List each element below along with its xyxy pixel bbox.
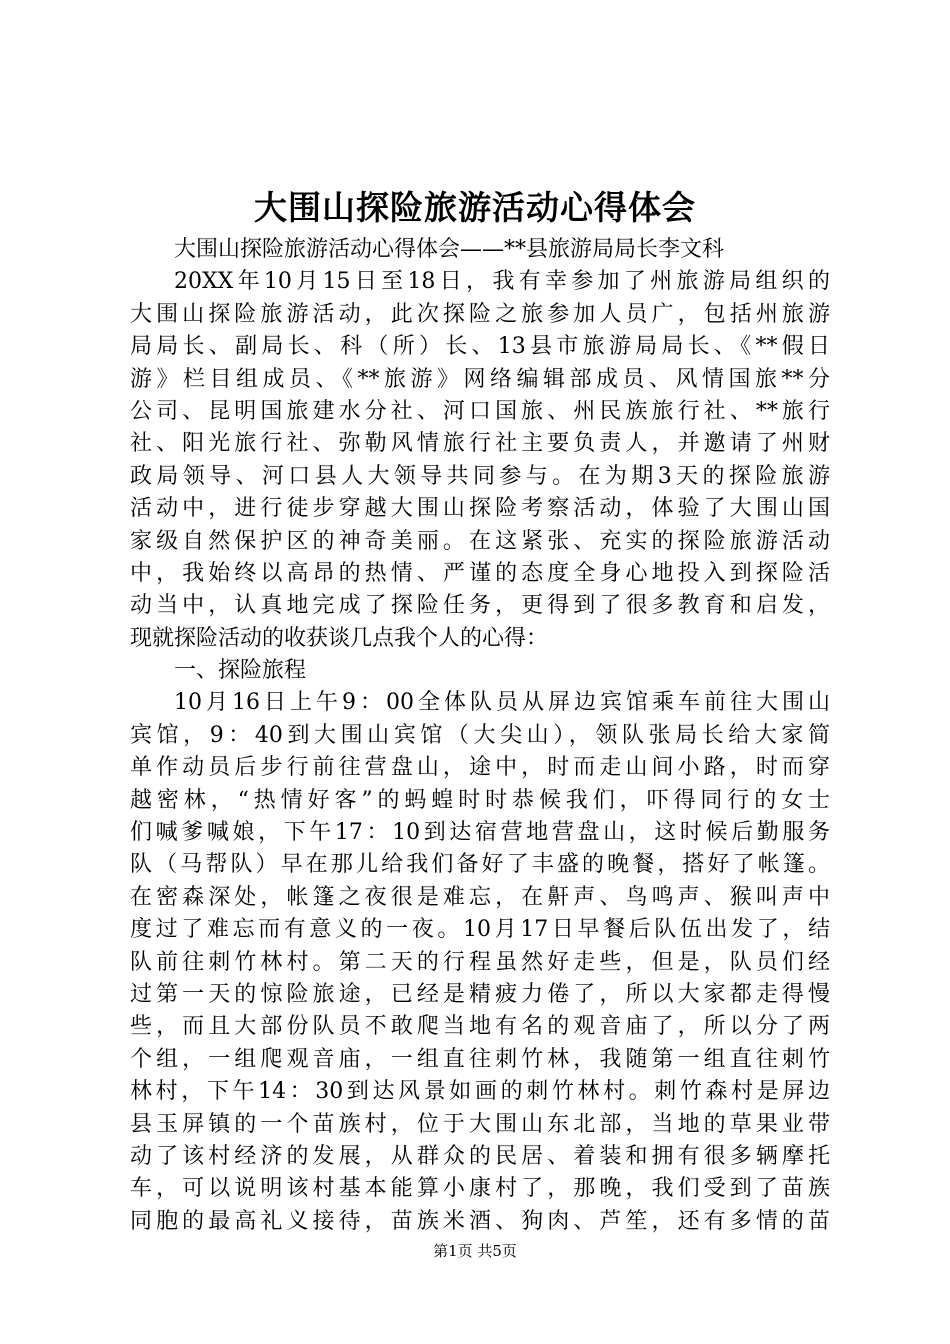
document-body: [130, 234, 830, 1238]
text-line: 一、探险旅程: [174, 658, 307, 684]
text-line: 活动中，进行徒步穿越大围山探险考察活动，体验了大围山国: [130, 496, 830, 522]
text-line: 政局领导、河口县人大领导共同参与。在为期3天的探险旅游: [130, 463, 830, 489]
document-title: 大围山探险旅游活动心得体会: [254, 188, 696, 227]
text-line: 动当中，认真地完成了探险任务，更得到了很多教育和启发，: [130, 593, 830, 619]
text-line: 越密林，“热情好客”的蚂蝗时时恭候我们，吓得同行的女士: [130, 787, 830, 813]
text-line: 大围山探险旅游活动心得体会——**县旅游局局长李文科: [174, 237, 725, 262]
text-line: 们喊爹喊娘，下午17：10到达宿营地营盘山，这时候后勤服务: [130, 820, 830, 846]
text-line: 公司、昆明国旅建水分社、河口国旅、州民族旅行社、**旅行: [130, 398, 830, 424]
text-line: 家级自然保护区的神奇美丽。在这紧张、充实的探险旅游活动: [130, 528, 830, 554]
text-line: 度过了难忘而有意义的一夜。10月17日早餐后队伍出发了，结: [130, 917, 830, 943]
text-line: 游》栏目组成员、《**旅游》网络编辑部成员、风情国旅**分: [130, 366, 830, 392]
text-line: 现就探险活动的收获谈几点我个人的心得：: [130, 625, 549, 651]
text-line: 林村，下午14：30到达风景如画的刺竹林村。刺竹森村是屏边: [130, 1079, 830, 1105]
text-line: 单作动员后步行前往营盘山，途中，时而走山间小路，时而穿: [130, 755, 830, 781]
text-line: 社、阳光旅行社、弥勒风情旅行社主要负责人，并邀请了州财: [130, 431, 830, 457]
text-line: 宾馆，9：40到大围山宾馆（大尖山），领队张局长给大家简: [130, 722, 830, 748]
text-line: 过第一天的惊险旅途，已经是精疲力倦了，所以大家都走得慢: [130, 981, 830, 1007]
text-line: 些，而且大部份队员不敢爬当地有名的观音庙了，所以分了两: [130, 1014, 830, 1040]
text-line: 县玉屏镇的一个苗族村，位于大围山东北部，当地的草果业带: [130, 1111, 830, 1137]
text-line: 20XX年10月15日至18日，我有幸参加了州旅游局组织的: [174, 269, 830, 295]
text-line: 同胞的最高礼义接待，苗族米酒、狗肉、芦笙，还有多情的苗: [130, 1208, 830, 1234]
text-line: 动了该村经济的发展，从群众的民居、着装和拥有很多辆摩托: [130, 1143, 830, 1169]
text-line: 个组，一组爬观音庙，一组直往刺竹林，我随第一组直往刺竹: [130, 1046, 830, 1072]
page-footer: 第1页 共5页: [433, 1242, 517, 1260]
text-line: 中，我始终以高昂的热情、严谨的态度全身心地投入到探险活: [130, 560, 830, 586]
text-line: 大围山探险旅游活动，此次探险之旅参加人员广，包括州旅游: [130, 301, 830, 327]
text-line: 10月16日上午9：00全体队员从屏边宾馆乘车前往大围山: [174, 690, 830, 716]
text-line: 在密森深处，帐篷之夜很是难忘，在鼾声、鸟鸣声、猴叫声中: [130, 884, 830, 910]
text-line: 队（马帮队）早在那儿给我们备好了丰盛的晚餐，搭好了帐篷。: [130, 852, 830, 878]
text-line: 队前往刺竹林村。第二天的行程虽然好走些，但是，队员们经: [130, 949, 830, 975]
text-line: 局局长、副局长、科（所）长、13县市旅游局局长、《**假日: [130, 334, 830, 360]
text-line: 车，可以说明该村基本能算小康村了，那晚，我们受到了苗族: [130, 1176, 830, 1202]
